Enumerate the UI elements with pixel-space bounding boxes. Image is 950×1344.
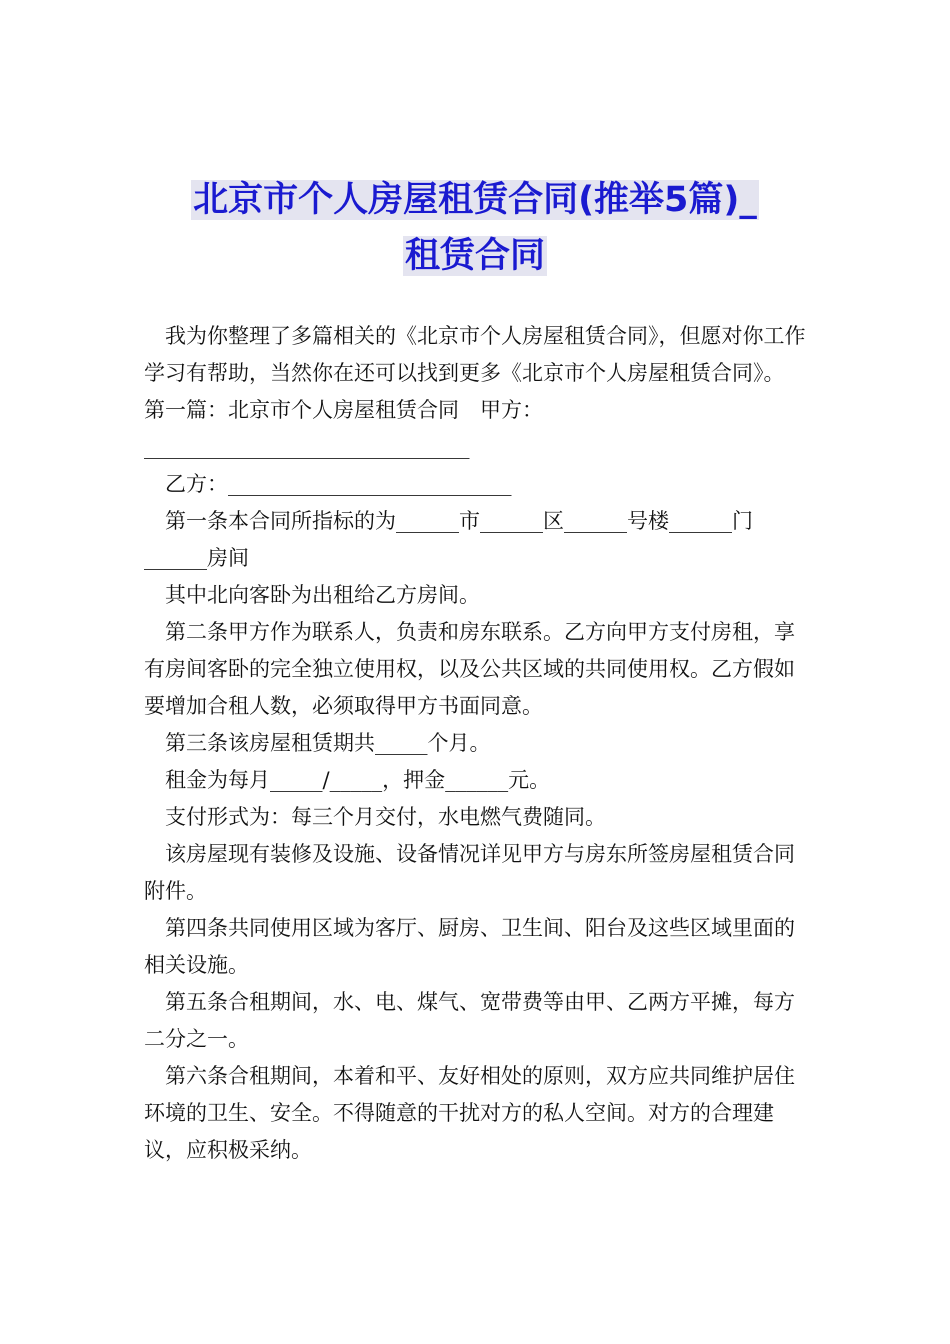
intro-paragraph: 我为你整理了多篇相关的《北京市个人房屋租赁合同》，但愿对你工作学习有帮助，当然你在还可以找到更多《北京市个人房屋租赁合同》。	[144, 324, 806, 385]
document-body	[144, 318, 814, 1169]
article-4: 第四条共同使用区域为客厅、厨房、卫生间、阳台及这些区域里面的相关设施。	[144, 916, 795, 977]
party-b-line: 乙方：___________________________	[165, 472, 512, 496]
article-1: 第一条本合同所指标的为______市______区______号楼______门______房间	[144, 509, 753, 570]
title-line-1: 北京市个人房屋租赁合同(推举5篇)_	[193, 180, 757, 220]
article-6: 第六条合租期间，本着和平、友好相处的原则，双方应共同维护居住环境的卫生、安全。不得随意的干扰对方的私人空间。对方的合理建议，应积极采纳。	[144, 1064, 795, 1162]
article-3-facilities: 该房屋现有装修及设施、设备情况详见甲方与房东所签房屋租赁合同附件。	[144, 842, 795, 903]
article-5: 第五条合租期间，水、电、煤气、宽带费等由甲、乙两方平摊，每方二分之一。	[144, 990, 795, 1051]
title-line-2: 租赁合同	[404, 236, 545, 276]
article-3-payment: 支付形式为：每三个月交付，水电燃气费随同。	[165, 805, 606, 829]
article-3: 第三条该房屋租赁期共_____个月。	[165, 731, 491, 755]
article-3-rent: 租金为每月_____/_____，押金______元。	[165, 768, 551, 792]
article-1-room: 其中北向客卧为出租给乙方房间。	[165, 583, 480, 607]
part-one-heading: 第一篇：北京市个人房屋租赁合同 甲方：_______________________________	[144, 398, 543, 459]
document-title	[0, 172, 950, 284]
article-2: 第二条甲方作为联系人，负责和房东联系。乙方向甲方支付房租，享有房间客卧的完全独立使用权，以及公共区域的共同使用权。乙方假如要增加合租人数，必须取得甲方书面同意。	[144, 620, 795, 718]
